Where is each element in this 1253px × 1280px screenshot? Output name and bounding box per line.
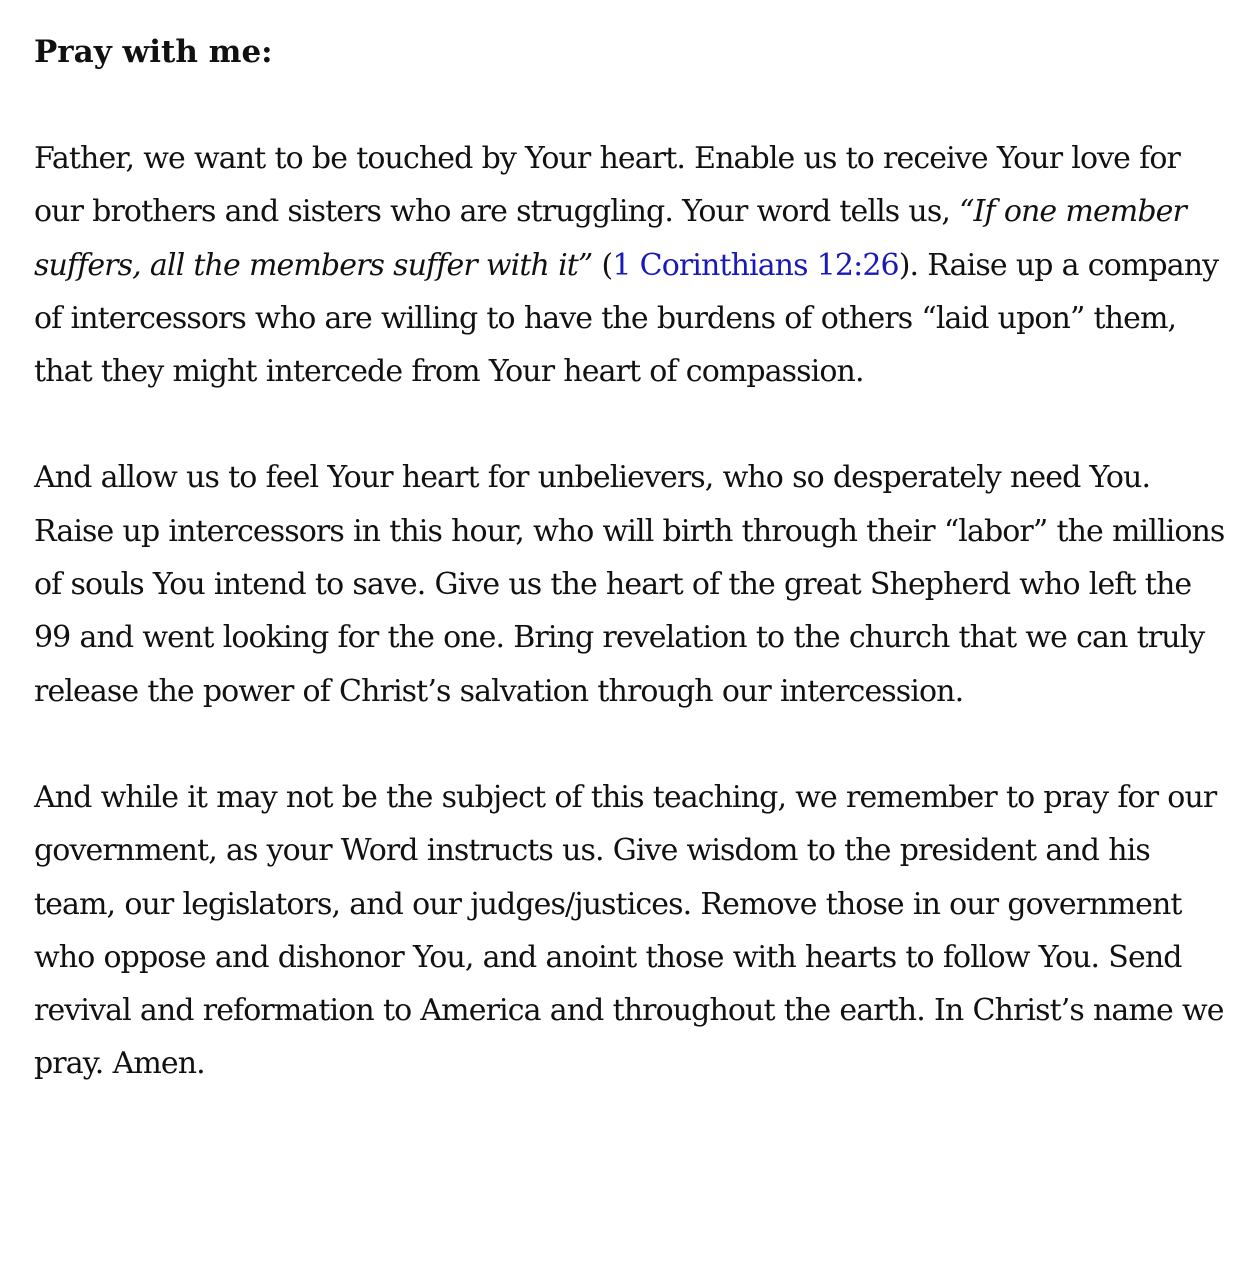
prayer-paragraph-1: [34, 132, 1229, 398]
prayer-heading: Pray with me:: [34, 34, 273, 70]
prayer-paragraph-3: And while it may not be the subject of this teaching, we remember to pray for our government, as your Word instructs us. Give wisdom to the president and his team, our legislators, and our judges/justices. Remove those in our government who oppose and dishonor You, and anoint those with hearts to follow You. Send revival and reformation to America and throughout the earth. In Christ’s name we pray. Amen.: [34, 779, 1224, 1082]
scripture-reference-link[interactable]: 1 Corinthians 12:26: [612, 247, 899, 283]
scripture-quote: “If one member suffers, all the members suffer with it”: [34, 194, 1186, 283]
paragraph-1-continuation: ). Raise up a company of intercessors who are willing to have the burdens of others “laid upon” them, that they might intercede from Your heart of compassion.: [34, 247, 1219, 390]
paragraph-1-text: Father, we want to be touched by Your heart. Enable us to receive Your love for our brothers and sisters who are struggling. Your word tells us,: [34, 141, 1180, 230]
open-paren: (: [592, 247, 613, 283]
prayer-paragraph-2: And allow us to feel Your heart for unbelievers, who so desperately need You. Raise up intercessors in this hour, who will birth through their “labor” the millions of souls You intend to save. Give us the heart of the great Shepherd who left the 99 and went looking for the one. Bring revelation to the church that we can truly release the power of Christ’s salvation through our intercession.: [34, 460, 1225, 709]
